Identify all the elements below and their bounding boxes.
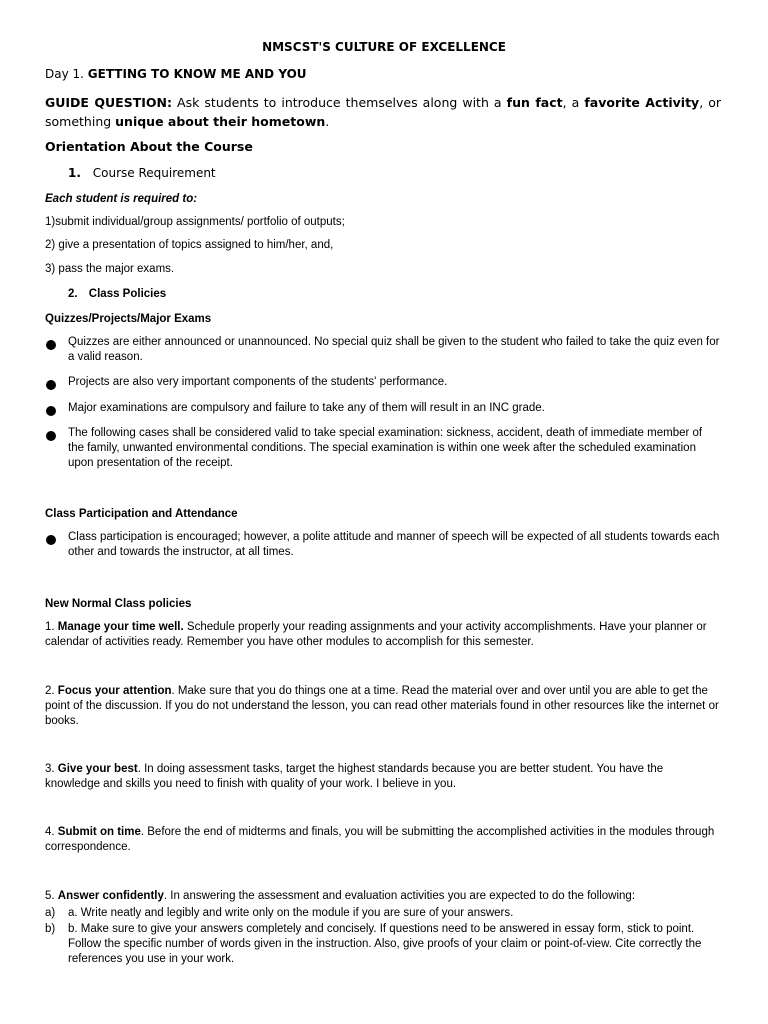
orientation-heading: Orientation About the Course xyxy=(45,139,253,154)
policy-5 xyxy=(45,889,721,904)
sub-item-text: b. Make sure to give your answers completely and concisely. If questions need to be answered in essay form, stick to point. Follow the specific number of words given in the instruction. Also, give proofs of your claim or point-of-view. Cite correctly the references you use in your work. xyxy=(68,923,702,965)
bullet-dot xyxy=(46,340,56,350)
quizzes-heading: Quizzes/Projects/Major Exams xyxy=(45,313,212,325)
policy-title: Manage your time well. xyxy=(57,621,184,633)
page-title: NMSCST'S CULTURE OF EXCELLENCE xyxy=(262,40,506,54)
bullet-dot xyxy=(46,535,56,545)
bullet-dot xyxy=(46,431,56,441)
guide-bold-2: favorite Activity xyxy=(584,95,700,110)
sub-item-marker: a) xyxy=(45,907,56,919)
guide-text-3: , or something xyxy=(45,95,722,129)
policy-title: Give your best xyxy=(57,763,138,775)
policy-3 xyxy=(45,762,721,792)
each-student-label: Each student is required to: xyxy=(45,193,198,205)
section-1-label: Course Requirement xyxy=(92,166,216,180)
policy-text: . In doing assessment tasks, target the highest standards because you are better student. You have the knowledge and skills you need to finish with quality of your work. I believe in you. xyxy=(45,763,664,790)
guide-text-2: , a xyxy=(562,95,585,110)
requirement-1: 1)submit individual/group assignments/ portfolio of outputs; xyxy=(45,216,345,228)
day-prefix: Day 1. xyxy=(45,67,88,81)
bullet-dot xyxy=(46,380,56,390)
section-2-heading xyxy=(68,287,166,302)
policy-2 xyxy=(45,684,721,729)
requirement-3: 3) pass the major exams. xyxy=(45,263,175,275)
guide-label: GUIDE QUESTION: xyxy=(45,95,172,110)
bullet-text: Quizzes are either announced or unannounced. No special quiz shall be given to the student who failed to take the quiz even for a valid reason. xyxy=(68,336,720,363)
section-1-number: 1. xyxy=(68,166,81,180)
new-normal-heading: New Normal Class policies xyxy=(45,598,192,610)
policy-text: Schedule properly your reading assignments and your activity accomplishments. Have your planner or calendar of activities ready. Remember you have other modules to accomplish for this semester. xyxy=(45,621,707,648)
section-2-label: Class Policies xyxy=(88,288,167,300)
policy-title: Focus your attention xyxy=(57,685,172,697)
sub-item-text: a. Write neatly and legibly and write only on the module if you are sure of your answers. xyxy=(68,907,514,919)
policy-text: . In answering the assessment and evaluation activities you are expected to do the following: xyxy=(163,890,636,902)
sub-item-marker: b) xyxy=(45,923,56,935)
policy-number: 5. xyxy=(45,890,58,902)
bullet-text: Projects are also very important components of the students' performance. xyxy=(68,376,448,388)
policy-number: 1. xyxy=(45,621,58,633)
guide-text-4: . xyxy=(325,114,330,129)
policy-title: Submit on time xyxy=(57,826,141,838)
day-title: GETTING TO KNOW ME AND YOU xyxy=(87,67,307,81)
bullet-text: Class participation is encouraged; however, a polite attitude and manner of speech will be expected of all students towards each other and towards the instructor, at all times. xyxy=(68,531,720,558)
policy-number: 4. xyxy=(45,826,58,838)
guide-text-1: Ask students to introduce themselves along with a xyxy=(172,95,507,110)
policy-number: 2. xyxy=(45,685,58,697)
policy-1 xyxy=(45,620,721,650)
policy-text: . Make sure that you do things one at a time. Read the material over and over until you are able to get the point of the discussion. If you do not understand the lesson, you can read other materials found in other resources like the internet or books. xyxy=(45,685,719,727)
bullet-text: The following cases shall be considered valid to take special examination: sickness, accident, death of immediate member of the family, unwanted environmental conditions. The special examination is within one week after the scheduled examination upon presentation of the receipt. xyxy=(68,427,703,469)
guide-bold-3: unique about their hometown xyxy=(115,114,326,129)
day-heading xyxy=(45,67,307,81)
bullet-dot xyxy=(46,406,56,416)
requirement-2: 2) give a presentation of topics assigned to him/her, and, xyxy=(45,239,334,251)
policy-4 xyxy=(45,825,721,855)
guide-question xyxy=(45,93,721,131)
policy-title: Answer confidently xyxy=(57,890,164,902)
section-2-number: 2. xyxy=(68,288,78,300)
section-1-heading xyxy=(68,166,216,180)
policy-number: 3. xyxy=(45,763,58,775)
bullet-text: Major examinations are compulsory and failure to take any of them will result in an INC grade. xyxy=(68,402,545,414)
participation-heading: Class Participation and Attendance xyxy=(45,508,238,520)
policy-text: . Before the end of midterms and finals, you will be submitting the accomplished activities in the modules through correspondence. xyxy=(45,826,715,853)
guide-bold-1: fun fact xyxy=(506,95,563,110)
